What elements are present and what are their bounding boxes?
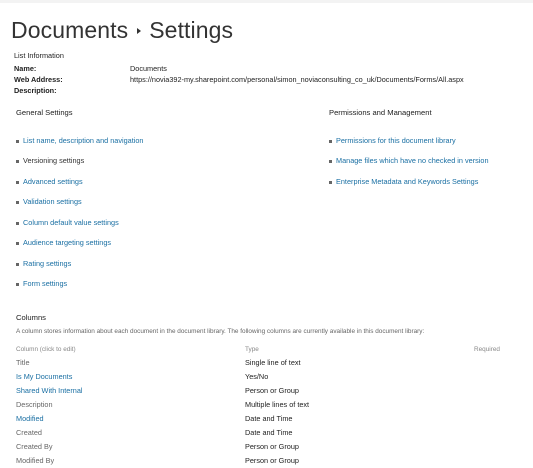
link-audience-targeting-settings[interactable]: Audience targeting settings <box>23 238 112 247</box>
bullet-icon <box>16 201 19 204</box>
bullet-icon <box>329 181 332 184</box>
bullet-icon <box>16 263 19 266</box>
link-advanced-settings[interactable]: Advanced settings <box>23 177 83 186</box>
column-type: Person or Group <box>245 386 299 395</box>
breadcrumb-settings: Settings <box>149 16 234 43</box>
column-type: Single line of text <box>245 358 301 367</box>
columns-heading: Columns <box>16 313 46 322</box>
bullet-icon <box>329 160 332 163</box>
general-settings-heading: General Settings <box>16 108 73 117</box>
column-header-required: Required <box>474 346 500 353</box>
permissions-management-heading: Permissions and Management <box>329 108 432 117</box>
column-type: Date and Time <box>245 414 293 423</box>
link-rating-settings[interactable]: Rating settings <box>23 259 72 268</box>
web-address-label: Web Address: <box>14 75 63 84</box>
bullet-icon <box>16 242 19 245</box>
link-enterprise-metadata-keywords[interactable]: Enterprise Metadata and Keywords Settings <box>336 177 479 186</box>
bullet-icon <box>16 283 19 286</box>
bullet-icon <box>16 222 19 225</box>
breadcrumb-separator-icon <box>137 28 141 34</box>
column-header-name[interactable]: Column (click to edit) <box>16 346 76 353</box>
bullet-icon <box>329 140 332 143</box>
web-address-value: https://novia392-my.sharepoint.com/personal/simon_noviaconsulting_co_uk/Documents/Forms/All.aspx <box>130 75 464 84</box>
columns-intro-text: A column stores information about each document in the document library. The following columns are currently available in this document library: <box>16 328 425 335</box>
column-name-modified-by[interactable]: Modified By <box>16 456 55 465</box>
column-name-description[interactable]: Description <box>16 400 53 409</box>
name-label: Name: <box>14 64 37 73</box>
column-name-title[interactable]: Title <box>16 358 30 367</box>
bullet-icon <box>16 181 19 184</box>
column-name-shared-with-internal[interactable]: Shared With Internal <box>16 386 83 395</box>
column-header-type: Type <box>245 346 259 353</box>
bullet-icon <box>16 160 19 163</box>
link-form-settings[interactable]: Form settings <box>23 279 68 288</box>
column-type: Person or Group <box>245 442 299 451</box>
link-manage-unchecked-files[interactable]: Manage files which have no checked in version <box>336 156 489 165</box>
name-value: Documents <box>130 64 167 73</box>
link-versioning-settings[interactable]: Versioning settings <box>23 156 85 165</box>
column-name-created[interactable]: Created <box>16 428 42 437</box>
column-type: Date and Time <box>245 428 293 437</box>
link-permissions-for-library[interactable]: Permissions for this document library <box>336 136 456 145</box>
column-name-modified[interactable]: Modified <box>16 414 44 423</box>
link-column-default-value-settings[interactable]: Column default value settings <box>23 218 119 227</box>
column-type: Person or Group <box>245 456 299 465</box>
bullet-icon <box>16 140 19 143</box>
link-validation-settings[interactable]: Validation settings <box>23 197 82 206</box>
link-list-name-description-navigation[interactable]: List name, description and navigation <box>23 136 144 145</box>
description-label: Description: <box>14 86 57 95</box>
column-type: Yes/No <box>245 372 269 381</box>
column-type: Multiple lines of text <box>245 400 310 409</box>
breadcrumb-documents[interactable]: Documents <box>11 16 129 43</box>
top-bar <box>0 0 533 3</box>
column-name-created-by[interactable]: Created By <box>16 442 53 451</box>
column-name-is-my-documents[interactable]: Is My Documents <box>16 372 73 381</box>
list-info-heading: List Information <box>14 51 64 60</box>
page-title <box>11 14 233 46</box>
